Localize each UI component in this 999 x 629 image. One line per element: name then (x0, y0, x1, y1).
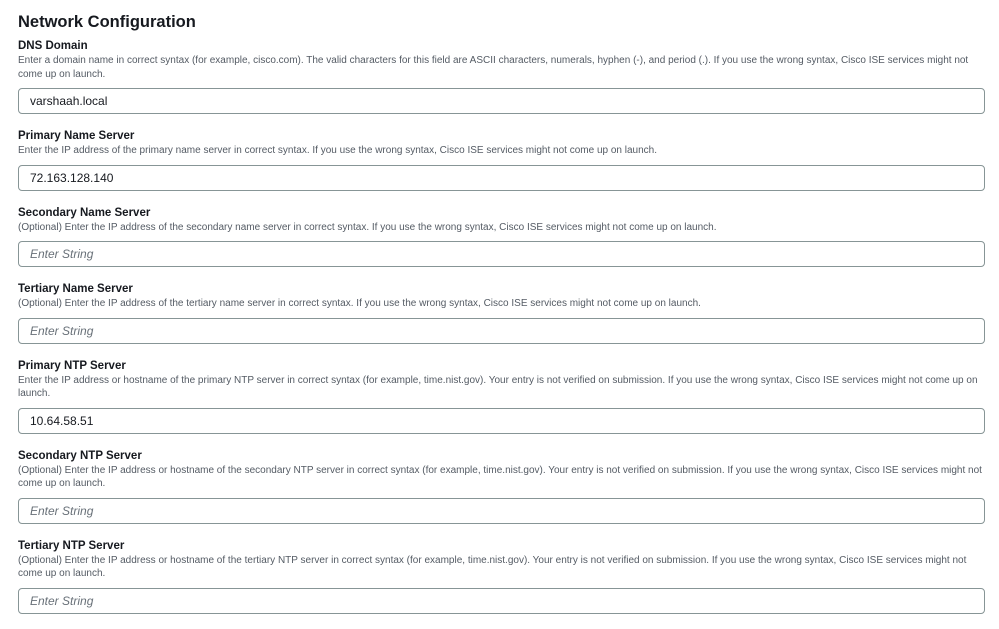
primary-name-server-field (18, 129, 985, 191)
tertiary-name-server-input[interactable] (30, 324, 973, 338)
dns-domain-input[interactable] (30, 94, 973, 108)
tertiary-name-server-description: (Optional) Enter the IP address of the tertiary name server in correct syntax. If you use the wrong syntax, Cisco ISE services might not come up on launch. (18, 298, 701, 309)
primary-ntp-server-input[interactable] (30, 414, 973, 428)
secondary-name-server-label: Secondary Name Server (18, 206, 151, 219)
primary-ntp-server-label: Primary NTP Server (18, 359, 126, 372)
tertiary-ntp-server-description: (Optional) Enter the IP address or hostname of the tertiary NTP server in correct syntax (for example, time.nist.gov). Your entry is not verified on submission. If you use the wrong syntax, Cisco ISE services might not come up on launch. (18, 554, 967, 579)
network-configuration-section (18, 11, 985, 629)
primary-name-server-input[interactable] (30, 171, 973, 185)
primary-name-server-label: Primary Name Server (18, 130, 135, 142)
primary-ntp-server-field (18, 359, 985, 434)
secondary-ntp-server-input[interactable] (30, 504, 973, 518)
secondary-ntp-server-input-wrapper[interactable] (18, 498, 985, 524)
dns-domain-field (18, 39, 985, 114)
secondary-name-server-field (18, 206, 985, 268)
secondary-name-server-input[interactable] (30, 247, 973, 261)
secondary-name-server-input-wrapper[interactable] (18, 241, 985, 267)
tertiary-ntp-server-input-wrapper[interactable] (18, 588, 985, 614)
dns-domain-description: Enter a domain name in correct syntax (for example, cisco.com). The valid characters for this field are ASCII characters, numerals, hyphen (-), and period (.). If you use the wrong syntax, Cisco ISE services might not come up on launch. (18, 55, 969, 80)
tertiary-ntp-server-field (18, 539, 985, 614)
tertiary-name-server-field (18, 282, 985, 344)
secondary-ntp-server-label: Secondary NTP Server (18, 449, 142, 462)
tertiary-ntp-server-input[interactable] (30, 594, 973, 608)
primary-name-server-description: Enter the IP address of the primary name server in correct syntax. If you use the wrong syntax, Cisco ISE services might not come up on launch. (18, 145, 657, 156)
primary-ntp-server-description: Enter the IP address or hostname of the primary NTP server in correct syntax (for example, time.nist.gov). Your entry is not verified on submission. If you use the wrong syntax, Cisco ISE services might not come up on launch. (18, 374, 978, 399)
tertiary-ntp-server-label: Tertiary NTP Server (18, 539, 125, 552)
secondary-ntp-server-description: (Optional) Enter the IP address or hostname of the secondary NTP server in correct syntax (for example, time.nist.gov). Your entry is not verified on submission. If you use the wrong syntax, Cisco ISE services might not come up on launch. (18, 464, 982, 489)
section-title: Network Configuration (18, 13, 196, 31)
dns-domain-label: DNS Domain (18, 40, 88, 52)
tertiary-name-server-input-wrapper[interactable] (18, 318, 985, 344)
primary-ntp-server-input-wrapper[interactable] (18, 408, 985, 434)
tertiary-name-server-label: Tertiary Name Server (18, 283, 133, 295)
primary-name-server-input-wrapper[interactable] (18, 165, 985, 191)
dns-domain-input-wrapper[interactable] (18, 88, 985, 114)
secondary-ntp-server-field (18, 449, 985, 524)
secondary-name-server-description: (Optional) Enter the IP address of the secondary name server in correct syntax. If you use the wrong syntax, Cisco ISE services might not come up on launch. (18, 221, 717, 233)
